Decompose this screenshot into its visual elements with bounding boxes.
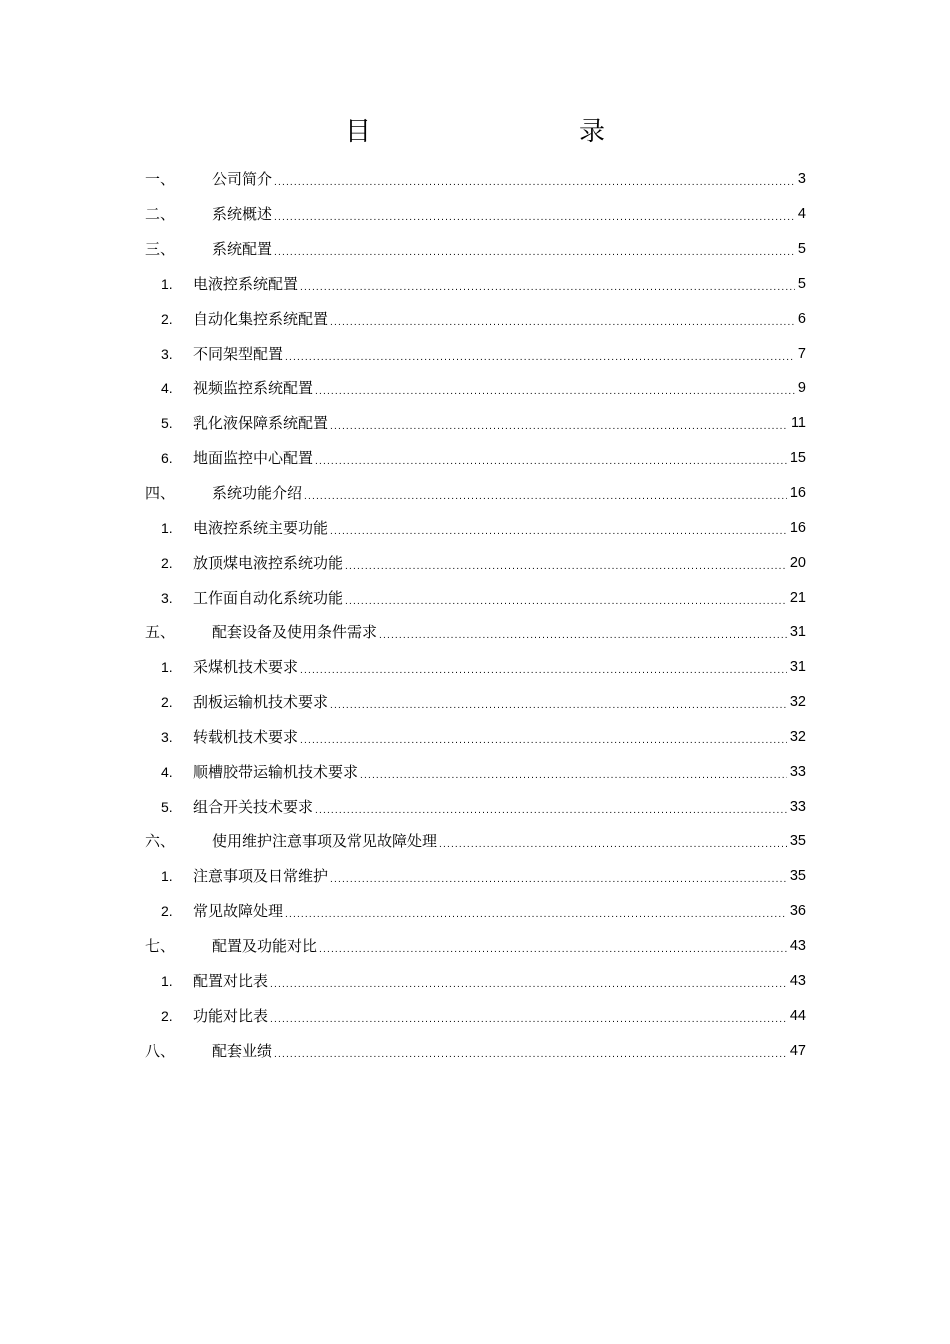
toc-title: 目 录 [344,117,657,147]
toc-entry-section[interactable] [145,301,806,336]
toc-entry-page-number: 32 [789,694,806,711]
toc-dot-leader [304,487,787,507]
toc-entry-page-number: 35 [789,868,806,885]
toc-entry-number: 2. [161,554,173,571]
toc-entry-number: 3. [161,589,173,606]
toc-entry-number: 1. [161,275,173,292]
toc-entry-section[interactable] [145,510,806,545]
toc-entry-title: 常见故障处理 [193,902,284,921]
toc-entry-page-number: 32 [789,728,806,745]
toc-entry-title: 组合开关技术要求 [193,797,314,816]
toc-entry-chapter[interactable] [145,824,806,859]
toc-entry-title: 放顶煤电液控系统功能 [193,553,344,572]
toc-entry-page-number: 6 [797,310,806,327]
toc-entry-page-number: 4 [797,206,806,223]
toc-entry-number: 4. [161,380,173,397]
toc-entry-chapter[interactable] [145,197,806,232]
toc-entry-number: 七、 [145,936,176,955]
toc-entry-title: 注意事项及日常维护 [193,867,329,886]
toc-entry-page-number: 31 [789,659,806,676]
toc-entry-section[interactable] [145,406,806,441]
toc-entry-section[interactable] [145,685,806,720]
toc-dot-leader [330,696,787,716]
toc-entry-page-number: 7 [797,345,806,362]
toc-entry-page-number: 47 [789,1042,806,1059]
toc-entry-section[interactable] [145,859,806,894]
toc-entry-section[interactable] [145,545,806,580]
toc-entry-chapter[interactable] [145,929,806,964]
toc-entry-title: 公司简介 [212,170,273,189]
toc-entry-title: 视频监控系统配置 [193,379,314,398]
toc-dot-leader [330,417,788,437]
toc-entry-number: 一、 [145,170,176,189]
toc-dot-leader [300,661,787,681]
toc-entry-number: 4. [161,763,173,780]
toc-entry-page-number: 15 [789,450,806,467]
toc-entry-title: 配置及功能对比 [212,936,318,955]
toc-entry-section[interactable] [145,789,806,824]
toc-entry-section[interactable] [145,650,806,685]
toc-entry-number: 5. [161,798,173,815]
toc-entry-title: 电液控系统主要功能 [193,518,329,537]
toc-entry-section[interactable] [145,894,806,929]
toc-dot-leader [285,348,795,368]
toc-list [145,162,806,1068]
toc-dot-leader [439,835,787,855]
toc-entry-number: 2. [161,903,173,920]
toc-dot-leader [345,557,787,577]
toc-entry-title: 乳化液保障系统配置 [193,414,329,433]
toc-dot-leader [274,243,795,263]
toc-dot-leader [300,731,787,751]
toc-entry-section[interactable] [145,441,806,476]
toc-dot-leader [274,173,795,193]
toc-entry-page-number: 20 [789,554,806,571]
toc-dot-leader [330,313,795,333]
toc-entry-number: 三、 [145,240,176,259]
toc-entry-number: 2. [161,310,173,327]
toc-entry-title: 配套设备及使用条件需求 [212,623,378,642]
toc-entry-page-number: 35 [789,833,806,850]
toc-entry-section[interactable] [145,580,806,615]
toc-entry-page-number: 5 [797,241,806,258]
toc-dot-leader [270,975,787,995]
toc-entry-title: 不同架型配置 [193,344,284,363]
toc-entry-number: 3. [161,345,173,362]
toc-entry-page-number: 44 [789,1007,806,1024]
toc-entry-title: 功能对比表 [193,1006,269,1025]
toc-entry-number: 二、 [145,205,176,224]
toc-entry-chapter[interactable] [145,162,806,197]
toc-entry-title: 转载机技术要求 [193,727,299,746]
toc-entry-number: 2. [161,1007,173,1024]
toc-entry-title: 采煤机技术要求 [193,658,299,677]
toc-entry-number: 五、 [145,623,176,642]
toc-entry-page-number: 16 [789,519,806,536]
toc-entry-title: 系统功能介绍 [212,484,303,503]
toc-entry-section[interactable] [145,267,806,302]
toc-dot-leader [274,208,795,228]
toc-entry-chapter[interactable] [145,476,806,511]
toc-entry-number: 6. [161,450,173,467]
toc-dot-leader [330,870,787,890]
toc-dot-leader [315,452,787,472]
toc-entry-number: 四、 [145,484,176,503]
toc-entry-number: 2. [161,694,173,711]
toc-entry-page-number: 36 [789,903,806,920]
toc-dot-leader [285,905,787,925]
toc-entry-title: 自动化集控系统配置 [193,309,329,328]
toc-entry-title: 刮板运输机技术要求 [193,693,329,712]
toc-entry-page-number: 43 [789,937,806,954]
toc-entry-number: 1. [161,519,173,536]
toc-dot-leader [345,592,787,612]
toc-entry-title: 电液控系统配置 [193,274,299,293]
toc-entry-title: 系统概述 [212,205,273,224]
toc-dot-leader [379,626,787,646]
toc-entry-number: 5. [161,415,173,432]
toc-entry-section[interactable] [145,336,806,371]
toc-entry-chapter[interactable] [145,1033,806,1068]
toc-entry-page-number: 33 [789,763,806,780]
toc-dot-leader [315,801,787,821]
toc-entry-title: 使用维护注意事项及常见故障处理 [212,832,438,851]
toc-entry-title: 系统配置 [212,240,273,259]
toc-dot-leader [300,278,795,298]
toc-entry-section[interactable] [145,998,806,1033]
toc-entry-chapter[interactable] [145,232,806,267]
toc-entry-section[interactable] [145,720,806,755]
toc-entry-number: 3. [161,728,173,745]
toc-entry-number: 六、 [145,832,176,851]
toc-entry-page-number: 21 [789,589,806,606]
toc-entry-page-number: 33 [789,798,806,815]
toc-entry-number: 1. [161,972,173,989]
toc-entry-number: 1. [161,868,173,885]
toc-entry-title: 地面监控中心配置 [193,449,314,468]
toc-entry-title: 配套业绩 [212,1041,273,1060]
toc-entry-title: 顺槽胶带运输机技术要求 [193,762,359,781]
toc-dot-leader [270,1010,787,1030]
toc-entry-section[interactable] [145,963,806,998]
toc-entry-page-number: 16 [789,485,806,502]
toc-entry-number: 1. [161,659,173,676]
toc-entry-section[interactable] [145,754,806,789]
toc-entry-title: 配置对比表 [193,971,269,990]
toc-dot-leader [274,1045,787,1065]
toc-entry-page-number: 43 [789,972,806,989]
toc-entry-number: 八、 [145,1041,176,1060]
toc-entry-section[interactable] [145,371,806,406]
toc-dot-leader [315,382,795,402]
toc-entry-page-number: 9 [797,380,806,397]
toc-dot-leader [360,766,787,786]
toc-dot-leader [330,522,787,542]
toc-entry-page-number: 11 [790,415,806,432]
toc-entry-page-number: 3 [797,171,806,188]
toc-entry-title: 工作面自动化系统功能 [193,588,344,607]
toc-dot-leader [319,940,787,960]
toc-entry-page-number: 5 [797,275,806,292]
toc-entry-page-number: 31 [789,624,806,641]
toc-entry-chapter[interactable] [145,615,806,650]
